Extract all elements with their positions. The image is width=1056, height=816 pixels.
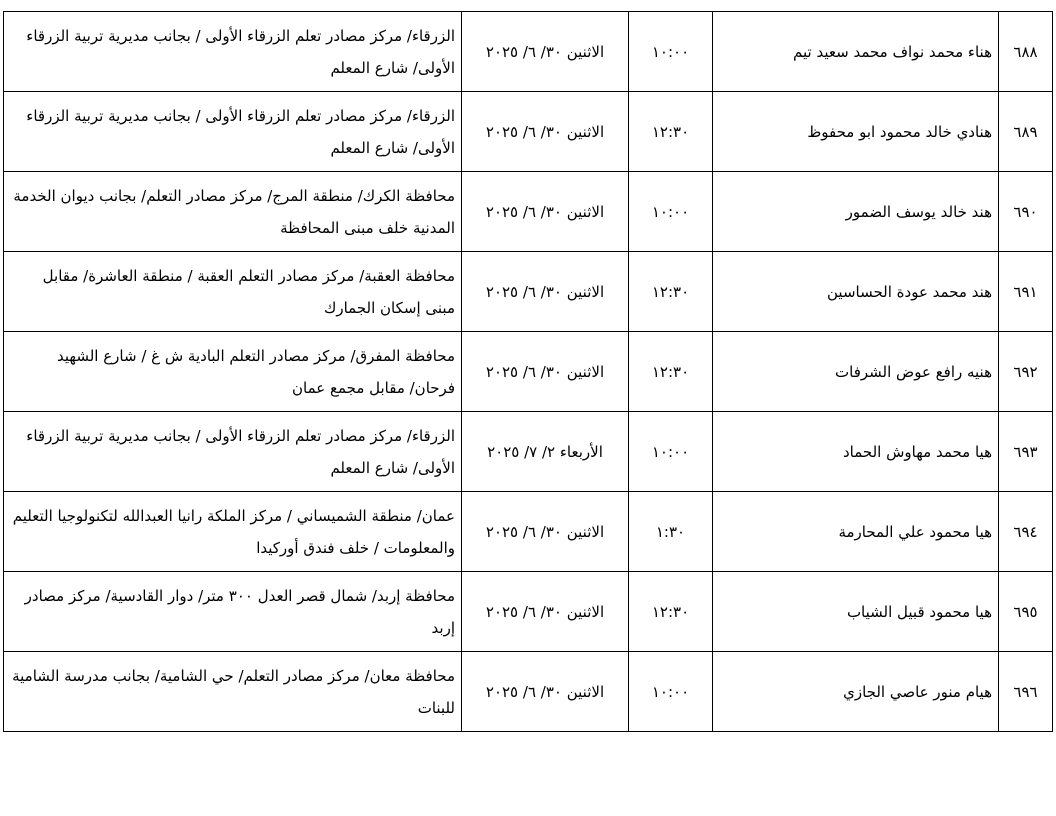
- table-row: [4, 332, 1053, 412]
- exam-time: ١٢:٣٠: [629, 92, 713, 172]
- exam-time: ١٠:٠٠: [629, 12, 713, 92]
- exam-location: محافظة المفرق/ مركز مصادر التعلم البادية ش غ / شارع الشهيد فرحان/ مقابل مجمع عمان: [4, 332, 462, 412]
- candidate-name: هيا محمود قبيل الشياب: [713, 572, 999, 652]
- table-row: [4, 12, 1053, 92]
- exam-date: الأربعاء ٢/ ٧/ ٢٠٢٥: [462, 412, 629, 492]
- exam-time: ١٠:٠٠: [629, 652, 713, 732]
- table-row: [4, 492, 1053, 572]
- exam-date: الاثنين ٣٠/ ٦/ ٢٠٢٥: [462, 572, 629, 652]
- exam-location: محافظة إربد/ شمال قصر العدل ٣٠٠ متر/ دوار القادسية/ مركز مصادر إربد: [4, 572, 462, 652]
- table-row: [4, 252, 1053, 332]
- table-row: [4, 92, 1053, 172]
- table-row: [4, 412, 1053, 492]
- exam-date: الاثنين ٣٠/ ٦/ ٢٠٢٥: [462, 252, 629, 332]
- exam-date: الاثنين ٣٠/ ٦/ ٢٠٢٥: [462, 92, 629, 172]
- row-number: ٦٩٥: [999, 572, 1053, 652]
- schedule-body: [4, 12, 1053, 732]
- exam-location: الزرقاء/ مركز مصادر تعلم الزرقاء الأولى / بجانب مديرية تربية الزرقاء الأولى/ شارع المعلم: [4, 12, 462, 92]
- row-number: ٦٨٩: [999, 92, 1053, 172]
- row-number: ٦٩٤: [999, 492, 1053, 572]
- exam-date: الاثنين ٣٠/ ٦/ ٢٠٢٥: [462, 652, 629, 732]
- exam-time: ١٠:٠٠: [629, 412, 713, 492]
- row-number: ٦٩١: [999, 252, 1053, 332]
- candidate-name: هيام منور عاصي الجازي: [713, 652, 999, 732]
- candidate-name: هيا محمد مهاوش الحماد: [713, 412, 999, 492]
- schedule-table: [3, 11, 1053, 732]
- candidate-name: هناء محمد نواف محمد سعيد تيم: [713, 12, 999, 92]
- exam-date: الاثنين ٣٠/ ٦/ ٢٠٢٥: [462, 332, 629, 412]
- row-number: ٦٩٢: [999, 332, 1053, 412]
- candidate-name: هيا محمود علي المحارمة: [713, 492, 999, 572]
- exam-location: محافظة معان/ مركز مصادر التعلم/ حي الشامية/ بجانب مدرسة الشامية للبنات: [4, 652, 462, 732]
- row-number: ٦٩٦: [999, 652, 1053, 732]
- exam-location: محافظة الكرك/ منطقة المرج/ مركز مصادر التعلم/ بجانب ديوان الخدمة المدنية خلف مبنى المحافظة: [4, 172, 462, 252]
- candidate-name: هند خالد يوسف الضمور: [713, 172, 999, 252]
- exam-location: الزرقاء/ مركز مصادر تعلم الزرقاء الأولى / بجانب مديرية تربية الزرقاء الأولى/ شارع المعلم: [4, 92, 462, 172]
- exam-time: ١٢:٣٠: [629, 332, 713, 412]
- exam-date: الاثنين ٣٠/ ٦/ ٢٠٢٥: [462, 492, 629, 572]
- exam-date: الاثنين ٣٠/ ٦/ ٢٠٢٥: [462, 172, 629, 252]
- table-row: [4, 572, 1053, 652]
- table-row: [4, 652, 1053, 732]
- exam-time: ١٢:٣٠: [629, 252, 713, 332]
- exam-time: ١:٣٠: [629, 492, 713, 572]
- row-number: ٦٨٨: [999, 12, 1053, 92]
- exam-location: عمان/ منطقة الشميساني / مركز الملكة رانيا العبدالله لتكنولوجيا التعليم والمعلومات / خلف فندق أوركيدا: [4, 492, 462, 572]
- row-number: ٦٩٣: [999, 412, 1053, 492]
- candidate-name: هنيه رافع عوض الشرفات: [713, 332, 999, 412]
- row-number: ٦٩٠: [999, 172, 1053, 252]
- exam-date: الاثنين ٣٠/ ٦/ ٢٠٢٥: [462, 12, 629, 92]
- candidate-name: هنادي خالد محمود ابو محفوظ: [713, 92, 999, 172]
- candidate-name: هند محمد عودة الحساسين: [713, 252, 999, 332]
- exam-location: محافظة العقبة/ مركز مصادر التعلم العقبة / منطقة العاشرة/ مقابل مبنى إسكان الجمارك: [4, 252, 462, 332]
- table-row: [4, 172, 1053, 252]
- exam-time: ١٢:٣٠: [629, 572, 713, 652]
- exam-location: الزرقاء/ مركز مصادر تعلم الزرقاء الأولى / بجانب مديرية تربية الزرقاء الأولى/ شارع المعلم: [4, 412, 462, 492]
- exam-time: ١٠:٠٠: [629, 172, 713, 252]
